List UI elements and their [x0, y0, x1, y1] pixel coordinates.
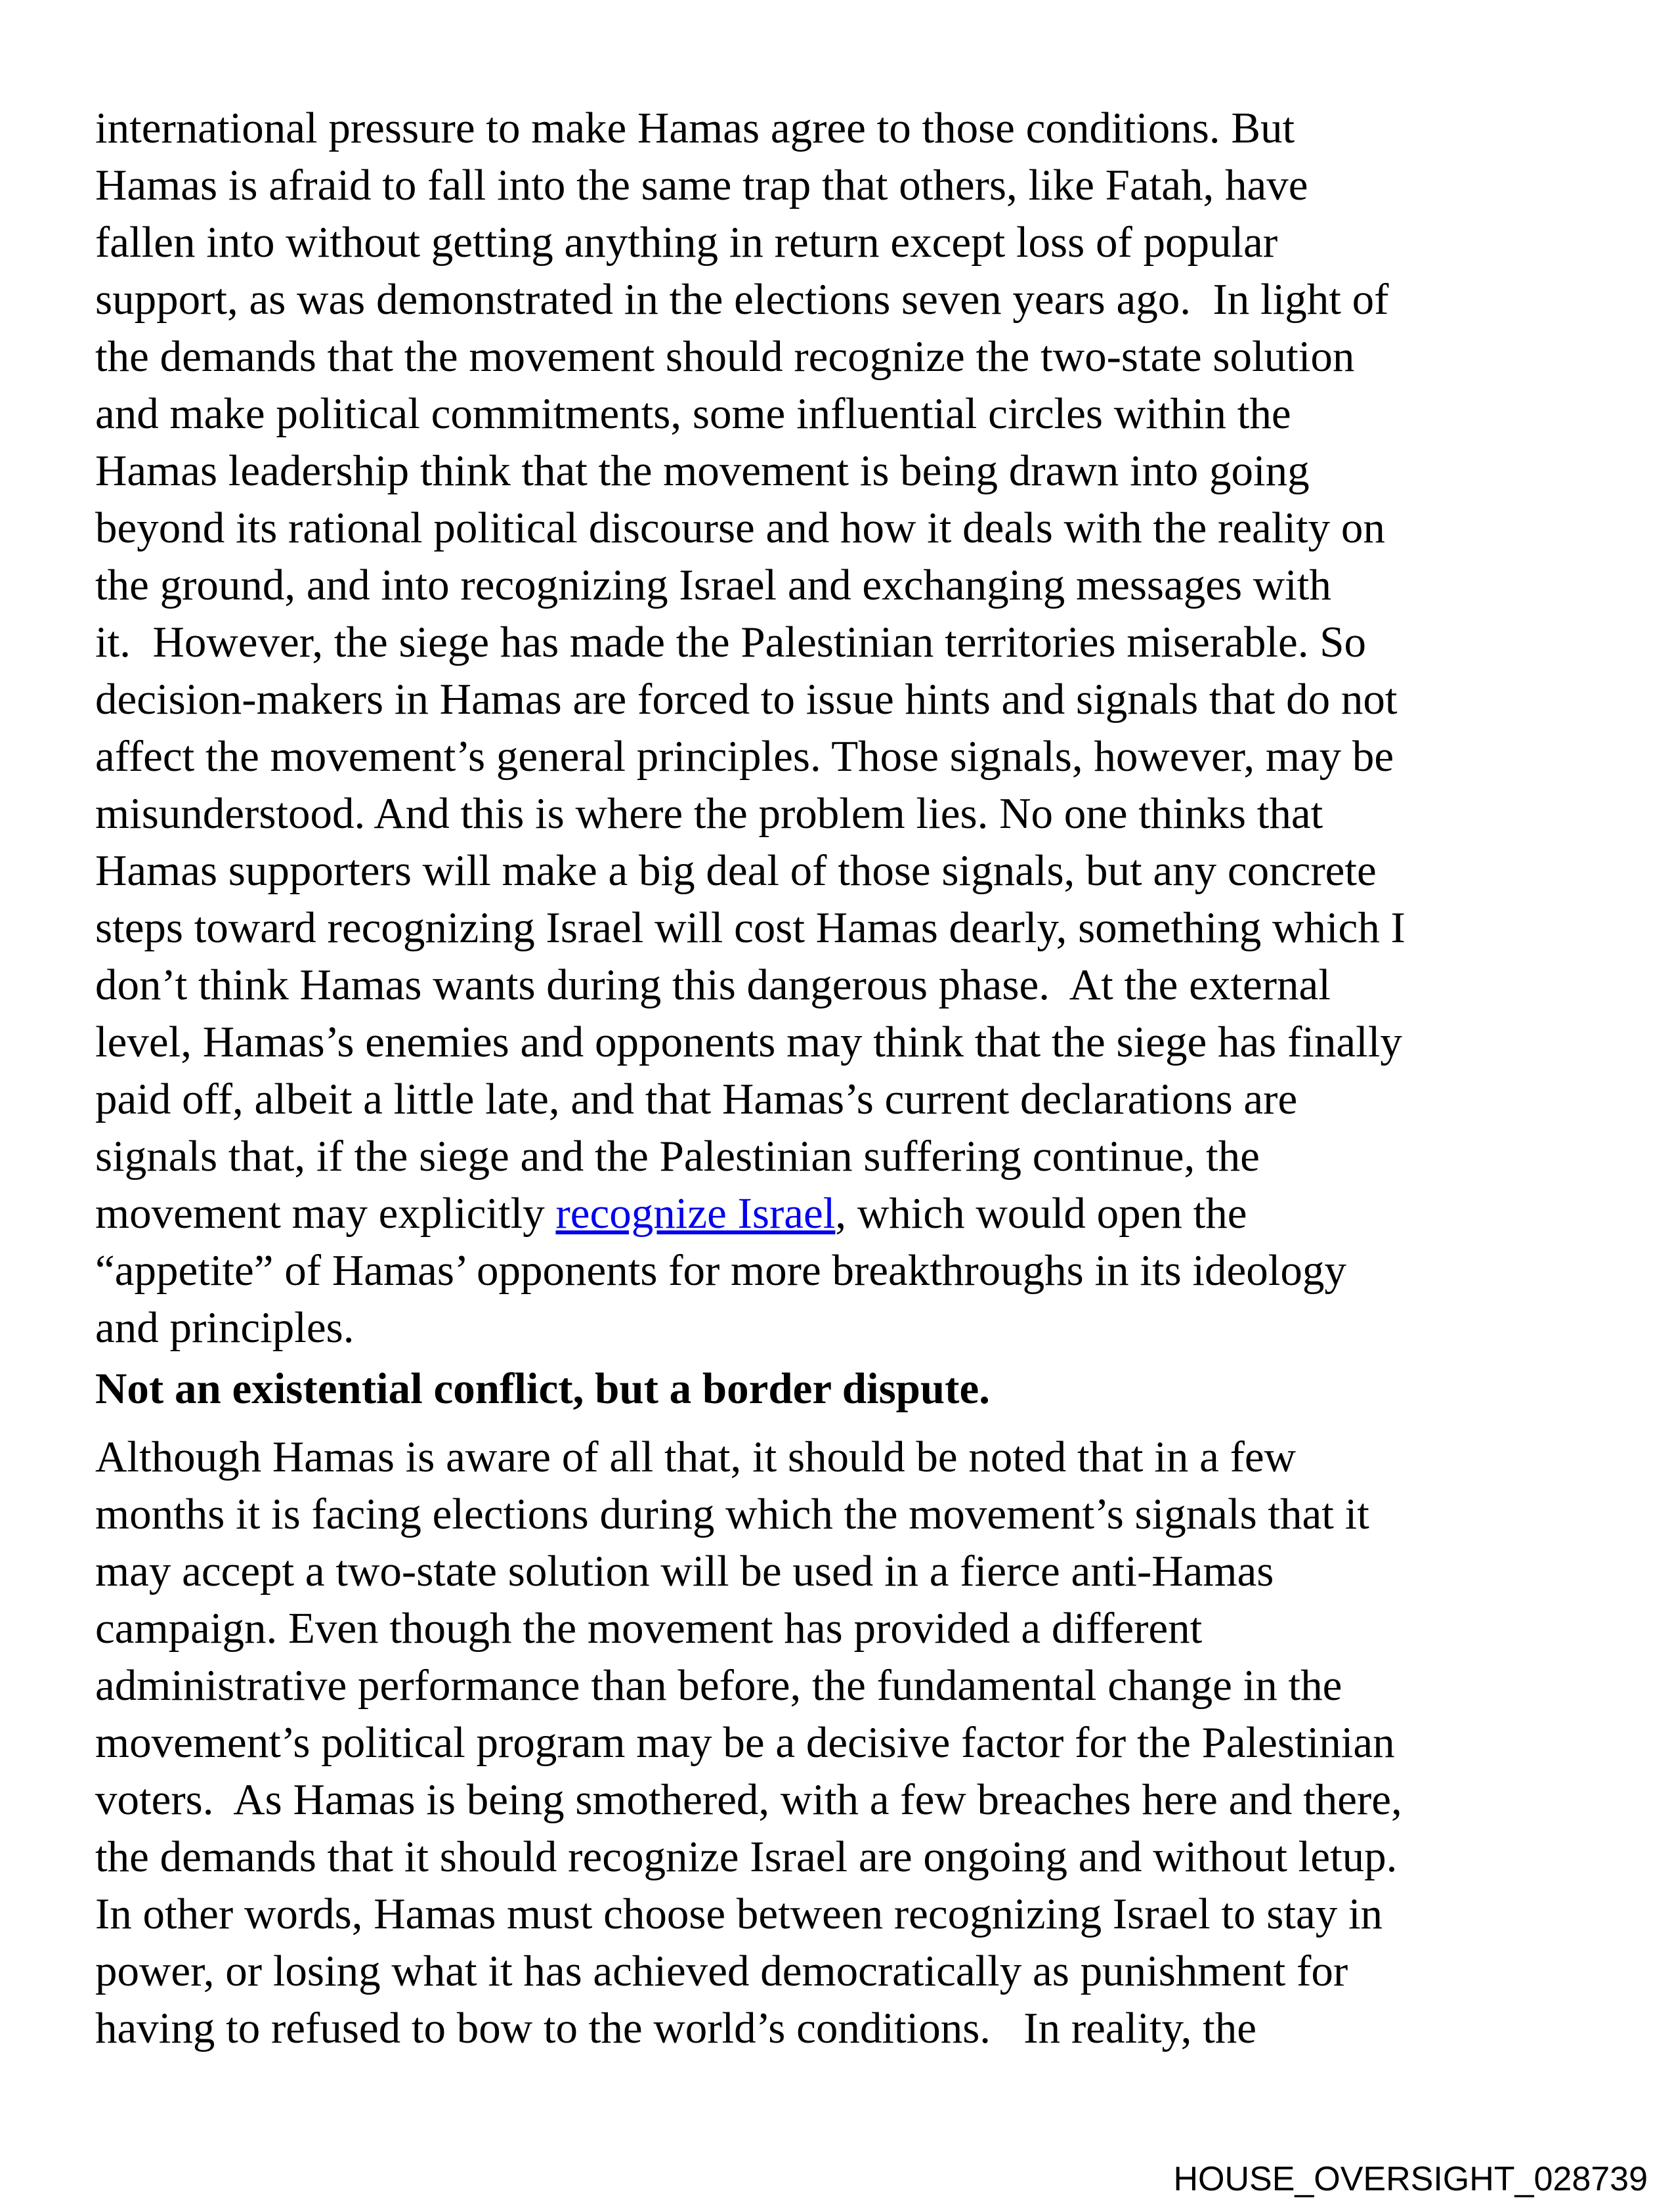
text-segment: and make political commitments, some influential circles within the: [95, 389, 1291, 438]
section-heading: [95, 1360, 1644, 1418]
recognize-israel-link[interactable]: recognize Israel: [555, 1189, 836, 1238]
text-line: [95, 1829, 1644, 1886]
text-line: [95, 1600, 1644, 1657]
text-segment: may accept a two-state solution will be used in a fierce anti-Hamas: [95, 1547, 1274, 1595]
text-line: [95, 2000, 1644, 2057]
text-line: [95, 443, 1644, 500]
text-segment: movement may explicitly: [95, 1189, 556, 1238]
text-line: [95, 1071, 1644, 1128]
text-segment: affect the movement’s general principles. Those signals, however, may be: [95, 732, 1394, 781]
text-line: [95, 1360, 1644, 1418]
text-line: [95, 728, 1644, 785]
text-line: [95, 1014, 1644, 1071]
text-line: [95, 957, 1644, 1014]
text-line: [95, 500, 1644, 557]
text-segment: level, Hamas’s enemies and opponents may think that the siege has finally: [95, 1018, 1402, 1066]
text-segment: voters. As Hamas is being smothered, with a few breaches here and there,: [95, 1775, 1402, 1824]
text-line: [95, 385, 1644, 443]
text-segment: movement’s political program may be a decisive factor for the Palestinian: [95, 1718, 1395, 1767]
text-segment: administrative performance than before, the fundamental change in the: [95, 1661, 1342, 1710]
text-line: [95, 328, 1644, 385]
text-line: [95, 1299, 1644, 1356]
document-body: [95, 100, 1644, 2057]
text-segment: campaign. Even though the movement has provided a different: [95, 1604, 1203, 1653]
text-segment: “appetite” of Hamas’ opponents for more breakthroughs in its ideology: [95, 1246, 1346, 1295]
text-segment: the demands that the movement should recognize the two-state solution: [95, 332, 1355, 381]
text-segment: Although Hamas is aware of all that, it should be noted that in a few: [95, 1433, 1297, 1481]
text-segment: Hamas supporters will make a big deal of those signals, but any concrete: [95, 846, 1377, 895]
text-line: [95, 1543, 1644, 1600]
text-line: [95, 614, 1644, 671]
text-segment: the ground, and into recognizing Israel and exchanging messages with: [95, 561, 1331, 609]
text-line: [95, 1486, 1644, 1543]
text-segment: Not an existential conflict, but a border dispute.: [95, 1364, 990, 1413]
text-line: [95, 671, 1644, 728]
text-segment: beyond its rational political discourse and how it deals with the reality on: [95, 504, 1385, 552]
text-segment: fallen into without getting anything in return except loss of popular: [95, 218, 1278, 267]
text-line: [95, 785, 1644, 842]
text-line: [95, 157, 1644, 214]
text-segment: Hamas is afraid to fall into the same trap that others, like Fatah, have: [95, 161, 1308, 209]
text-segment: the demands that it should recognize Israel are ongoing and without letup.: [95, 1832, 1398, 1881]
text-segment: and principles.: [95, 1303, 354, 1352]
bates-number: HOUSE_OVERSIGHT_028739: [1173, 2160, 1648, 2198]
text-segment: months it is facing elections during which the movement’s signals that it: [95, 1490, 1369, 1538]
text-line: [95, 1771, 1644, 1829]
text-line: [95, 1429, 1644, 1486]
text-segment: don’t think Hamas wants during this dangerous phase. At the external: [95, 961, 1331, 1009]
text-line: [95, 900, 1644, 957]
text-segment: Hamas leadership think that the movement is being drawn into going: [95, 446, 1310, 495]
text-segment: , which would open the: [835, 1189, 1247, 1238]
text-segment: misunderstood. And this is where the problem lies. No one thinks that: [95, 789, 1323, 838]
text-line: [95, 1886, 1644, 1943]
text-segment: it. However, the siege has made the Palestinian territories miserable. So: [95, 618, 1367, 666]
paragraph-1: [95, 100, 1644, 1356]
text-segment: decision-makers in Hamas are forced to issue hints and signals that do not: [95, 675, 1398, 724]
text-line: [95, 1185, 1644, 1242]
text-segment: signals that, if the siege and the Palestinian suffering continue, the: [95, 1132, 1260, 1181]
text-segment: support, as was demonstrated in the elections seven years ago. In light of: [95, 275, 1389, 324]
paragraph-2: [95, 1429, 1644, 2057]
text-segment: steps toward recognizing Israel will cost Hamas dearly, something which I: [95, 903, 1406, 952]
text-line: [95, 1943, 1644, 2000]
text-segment: In other words, Hamas must choose between recognizing Israel to stay in: [95, 1890, 1383, 1938]
text-segment: power, or losing what it has achieved democratically as punishment for: [95, 1947, 1348, 1995]
text-line: [95, 100, 1644, 157]
text-segment: paid off, albeit a little late, and that Hamas’s current declarations are: [95, 1075, 1298, 1123]
text-line: [95, 842, 1644, 900]
text-line: [95, 1128, 1644, 1185]
text-line: [95, 557, 1644, 614]
text-segment: international pressure to make Hamas agree to those conditions. But: [95, 104, 1295, 152]
text-line: [95, 1242, 1644, 1299]
text-line: [95, 271, 1644, 328]
text-line: [95, 214, 1644, 271]
text-line: [95, 1657, 1644, 1714]
text-line: [95, 1714, 1644, 1771]
text-segment: having to refused to bow to the world’s conditions. In reality, the: [95, 2004, 1256, 2052]
